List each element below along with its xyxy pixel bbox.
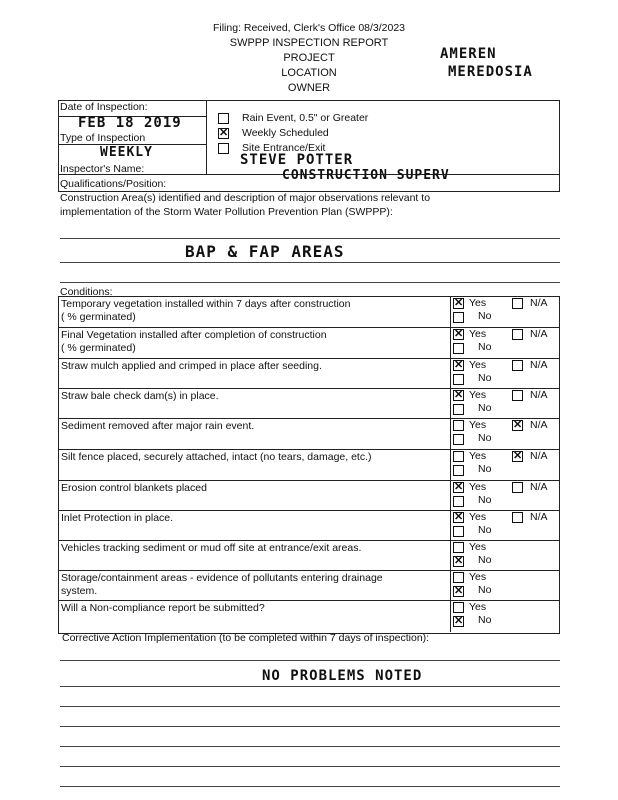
yes-label: Yes [469,541,487,553]
inspection-option-checkbox[interactable] [218,113,229,124]
condition-text: Erosion control blankets placed [61,482,207,494]
na-label: N/A [530,481,548,493]
no-checkbox[interactable] [453,496,464,507]
condition-text: Inlet Protection in place. [61,512,174,524]
yes-label: Yes [469,297,487,309]
na-checkbox[interactable] [512,390,523,401]
yes-checkbox[interactable] [453,512,464,523]
yes-checkbox[interactable] [453,390,464,401]
no-checkbox[interactable] [453,556,464,567]
na-label: N/A [530,328,548,340]
corrective-action-value: NO PROBLEMS NOTED [262,668,423,684]
no-label: No [478,524,492,536]
no-checkbox[interactable] [453,616,464,627]
conditions-heading: Conditions: [60,286,113,298]
na-checkbox[interactable] [512,298,523,309]
no-label: No [478,341,492,353]
no-label: No [478,463,492,475]
owner-label: OWNER [287,82,331,94]
yes-label: Yes [469,389,487,401]
handwritten-owner-2: MEREDOSIA [448,64,533,80]
yes-label: Yes [469,481,487,493]
corrective-action-label: Corrective Action Implementation (to be completed within 7 days of inspection): [62,632,430,644]
na-label: N/A [530,389,548,401]
no-label: No [478,584,492,596]
no-checkbox[interactable] [453,526,464,537]
inspection-option-checkbox[interactable] [218,128,229,139]
condition-text: Will a Non-compliance report be submitted? [61,602,265,614]
handwritten-owner-1: AMEREN [440,46,497,62]
na-checkbox[interactable] [512,329,523,340]
yes-checkbox[interactable] [453,420,464,431]
yes-checkbox[interactable] [453,360,464,371]
report-title: SWPPP INSPECTION REPORT [229,37,389,49]
condition-text: Sediment removed after major rain event. [61,420,255,432]
no-checkbox[interactable] [453,465,464,476]
yes-label: Yes [469,450,487,462]
construction-areas-value: BAP & FAP AREAS [185,242,345,261]
condition-text-continued: ( % germinated) [61,311,136,323]
inspector-label: Inspector's Name: [60,163,145,175]
qualifications-label: Qualifications/Position: [60,178,167,190]
yes-checkbox[interactable] [453,298,464,309]
no-label: No [478,402,492,414]
condition-text-continued: ( % germinated) [61,342,136,354]
no-label: No [478,554,492,566]
na-label: N/A [530,450,548,462]
inspection-option-label: Weekly Scheduled [242,127,329,139]
no-label: No [478,310,492,322]
yes-label: Yes [469,601,487,613]
inspection-option-label: Rain Event, 0.5" or Greater [242,112,369,124]
yes-label: Yes [469,359,487,371]
na-checkbox[interactable] [512,451,523,462]
no-checkbox[interactable] [453,586,464,597]
no-checkbox[interactable] [453,404,464,415]
na-label: N/A [530,359,548,371]
condition-text-continued: system. [61,585,98,597]
na-label: N/A [530,419,548,431]
yes-label: Yes [469,419,487,431]
na-label: N/A [530,511,548,523]
yes-checkbox[interactable] [453,542,464,553]
no-checkbox[interactable] [453,434,464,445]
yes-checkbox[interactable] [453,602,464,613]
yes-label: Yes [469,328,487,340]
type-value: WEEKLY [100,145,153,160]
location-label: LOCATION [281,67,337,79]
no-label: No [478,372,492,384]
na-checkbox[interactable] [512,482,523,493]
inspection-option-label: Site Entrance/Exit [242,142,326,154]
na-checkbox[interactable] [512,360,523,371]
na-checkbox[interactable] [512,420,523,431]
qualifications-value: CONSTRUCTION SUPERV [282,168,450,183]
yes-checkbox[interactable] [453,572,464,583]
condition-text: Storage/containment areas - evidence of pollutants entering drainage [61,572,383,584]
inspector-value: STEVE POTTER [240,152,354,168]
condition-text: Straw mulch applied and crimped in place after seeding. [61,360,322,372]
construction-text-1: Construction Area(s) identified and description of major observations relevant to [60,192,431,204]
date-label: Date of Inspection: [60,101,148,113]
inspection-option-checkbox[interactable] [218,143,229,154]
condition-text: Temporary vegetation installed within 7 days after construction [61,298,351,310]
no-checkbox[interactable] [453,312,464,323]
no-label: No [478,494,492,506]
date-value: FEB 18 2019 [78,115,182,131]
no-label: No [478,614,492,626]
na-label: N/A [530,297,548,309]
construction-text-2: implementation of the Storm Water Pollution Prevention Plan (SWPPP): [60,206,393,218]
yes-label: Yes [469,571,487,583]
yes-checkbox[interactable] [453,451,464,462]
condition-text: Silt fence placed, securely attached, intact (no tears, damage, etc.) [61,451,372,463]
yes-checkbox[interactable] [453,482,464,493]
condition-text: Final Vegetation installed after completion of construction [61,329,327,341]
condition-text: Vehicles tracking sediment or mud off site at entrance/exit areas. [61,542,362,554]
project-label: PROJECT [283,52,335,64]
type-label: Type of Inspection [60,132,146,144]
filing-stamp: Filing: Received, Clerk's Office 08/3/2023 [212,22,406,34]
no-label: No [478,432,492,444]
condition-text: Straw bale check dam(s) in place. [61,390,219,402]
no-checkbox[interactable] [453,374,464,385]
na-checkbox[interactable] [512,512,523,523]
yes-label: Yes [469,511,487,523]
yes-checkbox[interactable] [453,329,464,340]
no-checkbox[interactable] [453,343,464,354]
